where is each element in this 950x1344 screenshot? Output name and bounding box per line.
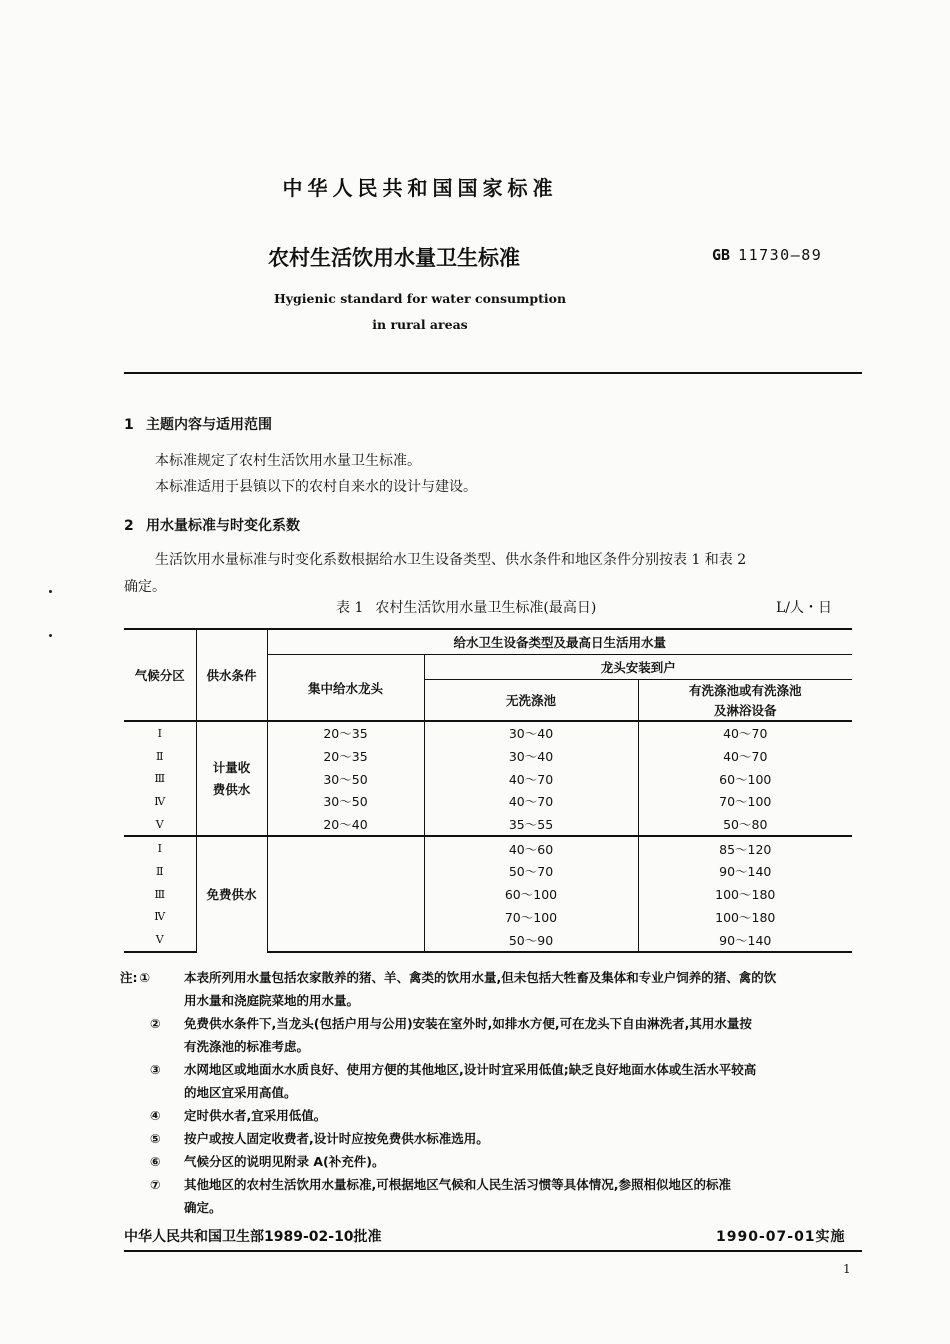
cell-climate-zone: Ⅴ [155,817,164,831]
header-equipment-group: 给水卫生设备类型及最高日生活用水量 [267,629,852,655]
note-text-line2: 的地区宜采用高值。 [184,1085,297,1100]
cell-with-sink: 40～70 [638,721,852,745]
header-central-tap: 集中给水龙头 [267,655,424,722]
note-number: ⑦ [150,1177,161,1192]
cell-no-sink: 40～70 [424,790,638,813]
note-number: ⑤ [150,1131,161,1146]
effective-line: 1990-07-01实施 [716,1229,846,1245]
cell-central-tap: 20～35 [267,721,424,745]
note-item [150,1058,866,1104]
note-number: ① [139,970,151,985]
note-marker [150,1173,161,1196]
note-marker [150,1058,161,1081]
header-household-tap: 龙头安装到户 [424,655,852,680]
footer-divider [124,1250,862,1252]
standard-title: 农村生活饮用水量卫生标准 [268,246,520,270]
note-item [150,1012,866,1058]
organization-title: 中华人民共和国国家标准 [282,176,558,200]
section2-title: 用水量标准与时变化系数 [146,518,300,534]
section1-heading [124,414,272,434]
english-title-line2: in rural areas [372,317,468,332]
note-text-line1: 水网地区或地面水水质良好、使用方便的其他地区,设计时宜采用低值;缺乏良好地面水体或生活水平较高 [184,1062,757,1077]
cell-with-sink: 100～180 [638,906,852,929]
section2-number: 2 [124,518,134,534]
note-text-line1: 免费供水条件下,当龙头(包括户用与公用)安装在室外时,如排水方便,可在龙头下自由淋洗者,其用水量按 [184,1016,752,1031]
note-item [120,966,866,1012]
section2-para-line2: 确定。 [124,579,166,595]
cell-central-tap: 30～50 [267,767,424,790]
table1-unit: L/人・日 [776,600,833,616]
section1-para1: 本标准规定了农村生活饮用水量卫生标准。 [155,453,421,469]
cell-central-tap: 30～50 [267,790,424,813]
cell-climate-zone: Ⅴ [124,928,196,952]
supply-condition-line1: 计量收 [212,759,251,775]
table1-caption-text: 农村生活饮用水量卫生标准(最高日) [375,600,597,616]
header-with-sink-line2: 及淋浴设备 [638,700,852,721]
table-row [124,836,852,860]
note-text-line2: 有洗涤池的标准考虑。 [184,1039,310,1054]
cell-supply-condition [196,836,267,951]
cell-with-sink: 90～140 [638,860,852,883]
cell-no-sink: 70～100 [424,906,638,929]
cell-central-tap [267,928,424,952]
cell-central-tap: 20～35 [267,745,424,768]
note-marker [150,1127,161,1150]
cell-no-sink: 30～40 [424,745,638,768]
header-divider [124,372,862,374]
cell-no-sink: 40～70 [424,767,638,790]
cell-climate-zone: Ⅳ [154,794,166,808]
note-item [150,1104,866,1127]
cell-with-sink: 85～120 [638,836,852,860]
cell-no-sink: 30～40 [424,721,638,745]
note-marker [150,1012,161,1035]
cell-climate-zone: Ⅳ [154,910,166,924]
section1-title: 主题内容与适用范围 [146,417,272,433]
cell-no-sink: 40～60 [424,836,638,860]
page-number: 1 [843,1262,851,1276]
cell-climate-zone: Ⅱ [156,864,164,878]
header-supply-condition: 供水条件 [196,629,267,721]
note-text-line2: 确定。 [184,1200,222,1215]
section1-para2: 本标准适用于县镇以下的农村自来水的设计与建设。 [155,479,477,495]
supply-condition-line2: 费供水 [212,781,251,797]
cell-climate-zone: Ⅰ [124,836,196,860]
note-number: ④ [150,1108,161,1123]
standard-code [712,246,822,264]
cell-climate-zone: Ⅲ [154,887,166,901]
cell-central-tap [267,836,424,860]
table-notes [120,966,866,1219]
code-prefix: GB [712,246,731,264]
cell-no-sink: 35～55 [424,813,638,837]
notes-prefix: 注: [120,970,138,985]
code-number: 11730—89 [738,246,823,264]
cell-with-sink: 60～100 [638,767,852,790]
note-item [150,1150,866,1173]
header-no-sink: 无洗涤池 [424,680,638,722]
cell-central-tap [267,906,424,929]
cell-no-sink: 50～90 [424,928,638,952]
section1-number: 1 [124,417,134,433]
note-text-line1: 本表所列用水量包括农家散养的猪、羊、禽类的饮用水量,但未包括大牲畜及集体和专业户饲养的猪、禽的饮 [184,970,777,985]
supply-condition-line1: 免费供水 [206,886,257,902]
cell-with-sink: 100～180 [638,883,852,906]
note-text-line1: 其他地区的农村生活饮用水量标准,可根据地区气候和人民生活习惯等具体情况,参照相似地区的标准 [184,1177,731,1192]
cell-climate-zone: Ⅲ [154,772,166,786]
note-item [150,1127,866,1150]
section2-heading [124,515,300,535]
note-number: ③ [150,1062,161,1077]
header-with-sink-line1: 有洗涤池或有洗涤池 [638,680,852,701]
table1-label: 表 1 [336,600,364,616]
cell-with-sink: 50～80 [638,813,852,837]
note-number: ⑥ [150,1154,161,1169]
note-item [150,1173,866,1219]
note-text-line1: 按户或按人固定收费者,设计时应按免费供水标准选用。 [184,1131,489,1146]
note-marker [150,1150,161,1173]
cell-with-sink: 90～140 [638,928,852,952]
english-title-line1: Hygienic standard for water consumption [273,291,567,306]
approval-line: 中华人民共和国卫生部1989-02-10批准 [124,1229,382,1245]
note-text-line1: 气候分区的说明见附录 A(补充件)。 [184,1154,385,1169]
table1-caption [336,597,596,617]
cell-climate-zone: Ⅰ [124,721,196,745]
note-marker [150,1104,161,1127]
scan-speck [49,590,52,593]
scan-speck [49,634,52,637]
section2-para-line1: 生活饮用水量标准与时变化系数根据给水卫生设备类型、供水条件和地区条件分别按表 1 和表 2 [155,552,747,568]
cell-with-sink: 70～100 [638,790,852,813]
cell-no-sink: 50～70 [424,860,638,883]
cell-supply-condition [196,721,267,836]
cell-central-tap [267,883,424,906]
cell-climate-zone: Ⅱ [156,749,164,763]
cell-no-sink: 60～100 [424,883,638,906]
cell-central-tap: 20～40 [267,813,424,837]
cell-with-sink: 40～70 [638,745,852,768]
header-climate-zone: 气候分区 [124,629,196,721]
note-text-line1: 定时供水者,宜采用低值。 [184,1108,327,1123]
note-number: ② [150,1016,161,1031]
cell-central-tap [267,860,424,883]
table-row [124,721,852,745]
water-standard-table [124,628,852,953]
note-text-line2: 用水量和浇庭院菜地的用水量。 [184,993,360,1008]
